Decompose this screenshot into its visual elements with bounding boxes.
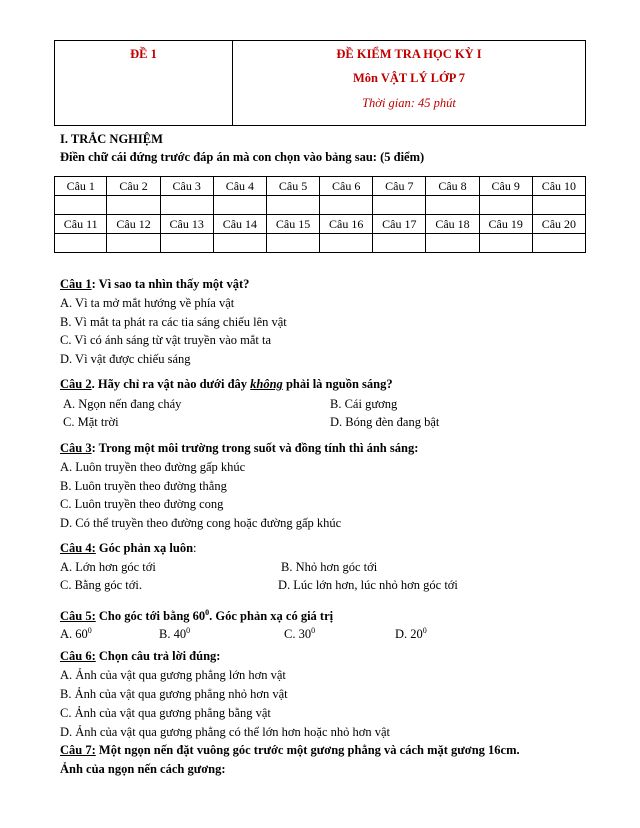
option-c: C. Bằng góc tới. xyxy=(60,578,142,592)
answer-header-cell: Câu 15 xyxy=(266,215,319,234)
option-a: A. Ngọn nến đang cháy xyxy=(63,397,182,411)
question-label: Câu 5: xyxy=(60,609,96,624)
answer-header-cell: Câu 8 xyxy=(426,177,479,196)
question-text: : Vì sao ta nhìn thấy một vật? xyxy=(91,277,250,291)
question-text: Chọn câu trả lời đúng: xyxy=(95,649,221,663)
answer-cell[interactable] xyxy=(532,234,585,253)
answer-cell[interactable] xyxy=(373,234,426,253)
answer-blank-row-1 xyxy=(55,196,586,215)
option-d: D. Ảnh của vật qua gương phẳng có thể lớn hơn hoặc nhỏ hơn vật xyxy=(60,725,391,739)
option-c: C. Luôn truyền theo đường cong xyxy=(60,497,224,511)
question-text-tail: . Góc phản xạ có giá trị xyxy=(209,609,334,624)
answer-header-cell: Câu 16 xyxy=(320,215,373,234)
answer-cell[interactable] xyxy=(55,234,107,253)
question-text: Cho góc tới bằng 60 xyxy=(95,609,206,624)
answer-cell[interactable] xyxy=(532,196,585,215)
question-4 xyxy=(60,540,197,557)
answer-header-cell: Câu 7 xyxy=(373,177,426,196)
answer-header-cell: Câu 2 xyxy=(107,177,160,196)
answer-cell[interactable] xyxy=(266,234,319,253)
option-c: C. Ảnh của vật qua gương phẳng bằng vật xyxy=(60,706,271,720)
question-7-line-2: Ảnh của ngọn nến cách gương: xyxy=(60,762,226,776)
answer-header-cell: Câu 12 xyxy=(107,215,160,234)
question-6 xyxy=(60,648,220,665)
question-label: Câu 4: xyxy=(60,541,96,555)
option-d: D. Vì vật được chiếu sáng xyxy=(60,352,191,366)
section-title: I. TRẮC NGHIỆM xyxy=(60,132,163,146)
option-a: A. Vì ta mở mắt hướng về phía vật xyxy=(60,296,235,310)
question-emphasis: không xyxy=(250,377,283,391)
option-c: C. Vì có ánh sáng từ vật truyền vào mắt ta xyxy=(60,333,272,347)
option-b: B. Nhỏ hơn góc tới xyxy=(281,560,378,574)
answer-header-row-2 xyxy=(55,215,586,234)
answer-cell[interactable] xyxy=(107,196,160,215)
question-text-tail: : xyxy=(193,541,197,555)
question-label: Câu 3 xyxy=(60,441,92,455)
option-b: B. $40^0$ xyxy=(159,626,191,642)
question-2 xyxy=(60,376,393,393)
answer-header-cell: Câu 19 xyxy=(479,215,532,234)
answer-header-cell: Câu 14 xyxy=(213,215,266,234)
option-b: B. Cái gương xyxy=(330,397,398,411)
answer-header-cell: Câu 10 xyxy=(532,177,585,196)
answer-header-cell: Câu 3 xyxy=(160,177,213,196)
question-3 xyxy=(60,440,418,457)
question-7 xyxy=(60,742,520,759)
question-text: . Hãy chỉ ra vật nào dưới đây xyxy=(91,377,251,391)
answer-header-cell: Câu 5 xyxy=(266,177,319,196)
section-instruction: Điền chữ cái đứng trước đáp án mà con chọn vào bảng sau: (5 điểm) xyxy=(60,150,425,164)
exam-subject: Môn VẬT LÝ LỚP 7 xyxy=(352,71,466,85)
question-text-tail: phải là nguồn sáng? xyxy=(282,377,393,391)
option-b: B. Luôn truyền theo đường thẳng xyxy=(60,479,227,493)
answer-cell[interactable] xyxy=(213,234,266,253)
answer-header-cell: Câu 6 xyxy=(320,177,373,196)
exam-time: Thời gian: 45 phút xyxy=(362,96,456,110)
question-label: Câu 2 xyxy=(60,377,92,391)
answer-cell[interactable] xyxy=(160,196,213,215)
answer-cell[interactable] xyxy=(213,196,266,215)
answer-header-cell: Câu 9 xyxy=(479,177,532,196)
option-a: A. Luôn truyền theo đường gấp khúc xyxy=(60,460,246,474)
answer-header-cell: Câu 20 xyxy=(532,215,585,234)
answer-cell[interactable] xyxy=(426,196,479,215)
header-box xyxy=(54,40,586,126)
answer-cell[interactable] xyxy=(479,234,532,253)
answer-header-cell: Câu 18 xyxy=(426,215,479,234)
answer-header-cell: Câu 13 xyxy=(160,215,213,234)
option-a: A. $60^0$ xyxy=(60,626,92,642)
option-b: B. Vì mắt ta phát ra các tia sáng chiếu lên vật xyxy=(60,315,287,329)
option-d: D. Bóng đèn đang bật xyxy=(330,415,440,429)
option-d: D. Có thể truyền theo đường cong hoặc đường gấp khúc xyxy=(60,516,342,530)
answer-header-cell: Câu 4 xyxy=(213,177,266,196)
answer-blank-row-2 xyxy=(55,234,586,253)
answer-cell[interactable] xyxy=(373,196,426,215)
question-text: : Trong một môi trường trong suốt và đồng tính thì ánh sáng: xyxy=(91,441,419,455)
answer-cell[interactable] xyxy=(426,234,479,253)
question-text: Góc phản xạ luôn xyxy=(95,541,194,555)
question-label: Câu 7: xyxy=(60,743,96,757)
answer-cell[interactable] xyxy=(266,196,319,215)
exam-code-cell xyxy=(55,41,233,126)
answer-cell[interactable] xyxy=(320,196,373,215)
option-a: A. Lớn hơn góc tới xyxy=(60,560,156,574)
answer-table xyxy=(54,176,586,253)
question-1 xyxy=(60,276,249,293)
option-d: D. $20^0$ xyxy=(395,626,427,642)
exam-title: ĐỀ KIỂM TRA HỌC KỲ I xyxy=(336,47,482,61)
answer-cell[interactable] xyxy=(107,234,160,253)
question-text: Một ngọn nến đặt vuông góc trước một gương phẳng và cách mặt gương 16cm. xyxy=(95,743,520,757)
answer-header-row-1 xyxy=(55,177,586,196)
exam-info-cell xyxy=(233,41,586,126)
answer-cell[interactable] xyxy=(320,234,373,253)
answer-cell[interactable] xyxy=(55,196,107,215)
answer-header-cell: Câu 1 xyxy=(55,177,107,196)
exam-code: ĐỀ 1 xyxy=(130,47,157,61)
answer-header-cell: Câu 17 xyxy=(373,215,426,234)
answer-cell[interactable] xyxy=(160,234,213,253)
option-c: C. $30^0$ xyxy=(284,626,316,642)
degree-mark: 0 xyxy=(205,608,210,617)
answer-cell[interactable] xyxy=(479,196,532,215)
option-a: A. Ảnh của vật qua gương phẳng lớn hơn vật xyxy=(60,668,286,682)
question-label: Câu 6: xyxy=(60,649,96,663)
option-d: D. Lúc lớn hơn, lúc nhỏ hơn góc tới xyxy=(278,578,458,592)
option-c: C. Mặt trời xyxy=(63,415,119,429)
answer-header-cell: Câu 11 xyxy=(55,215,107,234)
question-label: Câu 1 xyxy=(60,277,92,291)
option-b: B. Ảnh của vật qua gương phẳng nhỏ hơn vật xyxy=(60,687,288,701)
